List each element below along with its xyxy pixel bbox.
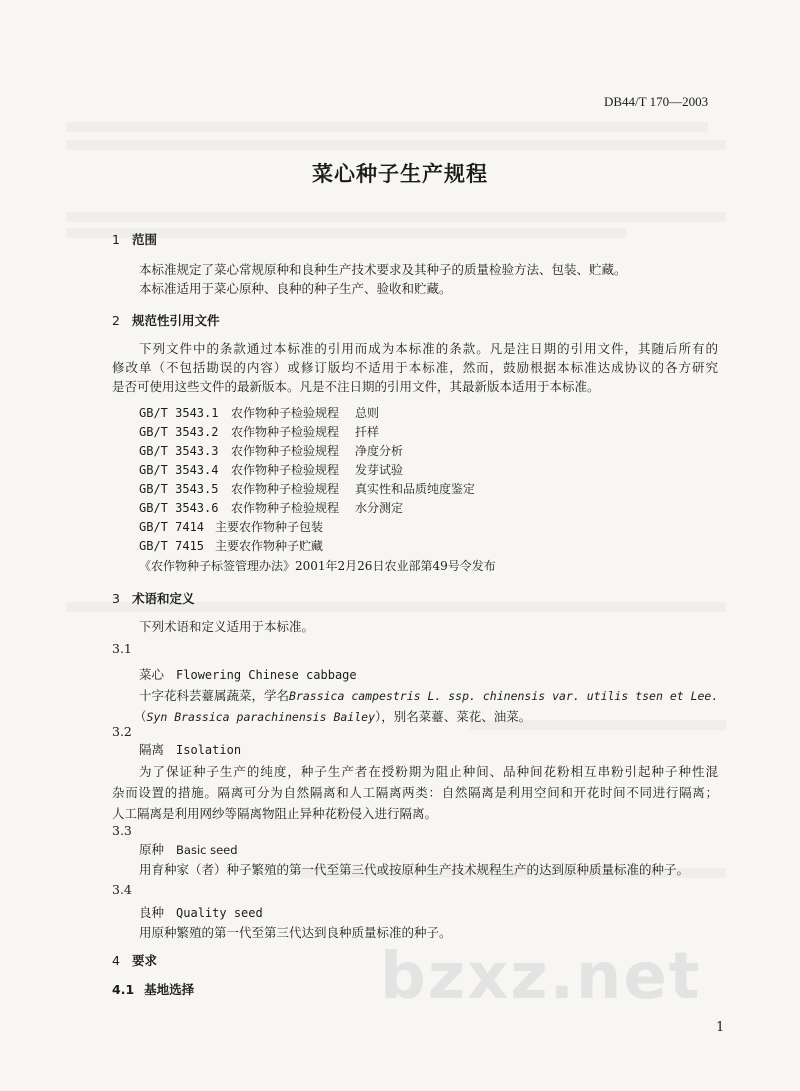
reference-code: GB/T 3543.5: [139, 482, 219, 496]
page-number: 1: [716, 1020, 725, 1035]
term-en: Basic seed: [176, 843, 238, 857]
watermark: bzxz.net: [380, 940, 702, 1014]
reference-item: [139, 537, 323, 554]
section-heading: [112, 311, 219, 329]
reference-item: [139, 518, 323, 535]
reference-name: 农作物种子检验规程: [231, 425, 340, 439]
term-en: Quality seed: [176, 906, 263, 920]
reference-name: 农作物种子检验规程: [231, 501, 340, 515]
reference-name: 农作物种子检验规程: [231, 406, 340, 420]
reference-item: [139, 404, 379, 421]
reference-subtitle: 真实性和品质纯度鉴定: [355, 482, 476, 496]
term-number: 3.2: [112, 724, 132, 739]
reference-name: 农作物种子检验规程: [231, 463, 340, 477]
reference-item: 《农作物种子标签管理办法》2001年2月26日农业部第49号令发布: [139, 559, 496, 573]
term-definition-line: [134, 707, 531, 725]
term-number: 3.3: [112, 823, 132, 838]
reference-item: [139, 423, 379, 440]
reference-name: 农作物种子检验规程: [231, 482, 340, 496]
section-heading: [112, 589, 194, 607]
definition-text: ），别名菜薹、菜花、油菜。: [375, 709, 532, 724]
reference-item: [139, 442, 403, 459]
reference-code: GB/T 3543.1: [139, 406, 219, 420]
paragraph-line: 修改单（不包括勘误的内容）或修订版均不适用于本标准，然而，鼓励根据本标准达成协议的各方研究: [112, 360, 718, 375]
paragraph: 本标准适用于菜心原种、良种的种子生产、验收和贮藏。: [139, 281, 452, 296]
reference-subtitle: 总则: [355, 406, 380, 420]
reference-subtitle: 水分测定: [355, 501, 404, 515]
reference-code: GB/T 7414: [139, 520, 205, 534]
bleed-through-line: [66, 140, 726, 150]
scientific-name: Brassica campestris L. ssp. chinensis var. utilis tsen et Lee.: [289, 689, 719, 703]
term-definition-line: 杂而设置的措施。隔离可分为自然隔离和人工隔离两类：自然隔离是利用空间和开花时间不同进行隔离；: [112, 785, 718, 800]
scientific-synonym: Syn Brassica parachinensis Bailey: [146, 710, 375, 724]
reference-item: [139, 461, 403, 478]
term-definition-line: 用育种家（者）种子繁殖的第一代至第三代或按原种生产技术规程生产的达到原种质量标准的种子。: [139, 862, 690, 877]
reference-code: GB/T 3543.6: [139, 501, 219, 515]
reference-subtitle: 净度分析: [355, 444, 404, 458]
bleed-through-line: [66, 122, 708, 132]
reference-name: 主要农作物种子贮藏: [215, 539, 324, 553]
section-heading: [112, 230, 157, 248]
term-entry: [139, 665, 357, 683]
reference-name: 农作物种子检验规程: [231, 444, 340, 458]
reference-subtitle: 扦样: [355, 425, 380, 439]
term-zh: 良种: [139, 905, 165, 920]
page-title: 菜心种子生产规程: [312, 162, 488, 186]
section-title: 要求: [131, 953, 157, 968]
definition-text: 十字花科芸薹属蔬菜，学名: [139, 688, 290, 703]
term-zh: 隔离: [139, 742, 165, 757]
section-heading: [112, 951, 157, 969]
section-number: 4: [112, 953, 120, 968]
subsection-title: 基地选择: [144, 982, 195, 997]
section-number: 1: [112, 232, 120, 247]
paragraph-line: 下列文件中的条款通过本标准的引用而成为本标准的条款。凡是注日期的引用文件，其随后所有的: [139, 341, 718, 356]
subsection-number: 4.1: [112, 982, 135, 997]
document-number: DB44/T 170—2003: [604, 94, 709, 109]
term-number: 3.4: [112, 882, 132, 897]
term-entry: [139, 740, 241, 758]
reference-code: GB/T 3543.4: [139, 463, 219, 477]
section-number: 2: [112, 313, 120, 328]
term-en: Isolation: [176, 743, 242, 757]
subsection-heading: [112, 980, 194, 998]
paragraph-line: 是否可使用这些文件的最新版本。凡是不注日期的引用文件，其最新版本适用于本标准。: [112, 379, 600, 394]
reference-code: GB/T 3543.2: [139, 425, 219, 439]
term-definition-line: 用原种繁殖的第一代至第三代达到良种质量标准的种子。: [139, 925, 452, 940]
term-zh: 菜心: [139, 667, 165, 682]
paragraph: 下列术语和定义适用于本标准。: [139, 619, 315, 634]
term-definition-line: 人工隔离是利用网纱等隔离物阻止异种花粉侵入进行隔离。: [112, 806, 438, 821]
term-definition-line: 为了保证种子生产的纯度，种子生产者在授粉期为阻止种间、品种间花粉相互串粉引起种子种性混: [139, 764, 718, 779]
section-number: 3: [112, 591, 120, 606]
reference-subtitle: 发芽试验: [355, 463, 404, 477]
bleed-through-line: [66, 212, 726, 222]
section-title: 范围: [131, 232, 157, 247]
paragraph: 本标准规定了菜心常规原种和良种生产技术要求及其种子的质量检验方法、包装、贮藏。: [139, 262, 627, 277]
term-entry: [139, 903, 263, 921]
reference-code: GB/T 7415: [139, 539, 205, 553]
term-zh: 原种: [139, 842, 165, 857]
reference-item: [139, 480, 475, 497]
reference-name: 主要农作物种子包装: [215, 520, 324, 534]
section-title: 规范性引用文件: [131, 313, 220, 328]
term-number: 3.1: [112, 641, 132, 656]
reference-item: [139, 499, 403, 516]
definition-text: （: [134, 709, 147, 724]
reference-code: GB/T 3543.3: [139, 444, 219, 458]
term-entry: [139, 840, 238, 858]
term-en: Flowering Chinese cabbage: [176, 668, 357, 682]
section-title: 术语和定义: [131, 591, 195, 606]
term-definition-line: [139, 686, 718, 704]
